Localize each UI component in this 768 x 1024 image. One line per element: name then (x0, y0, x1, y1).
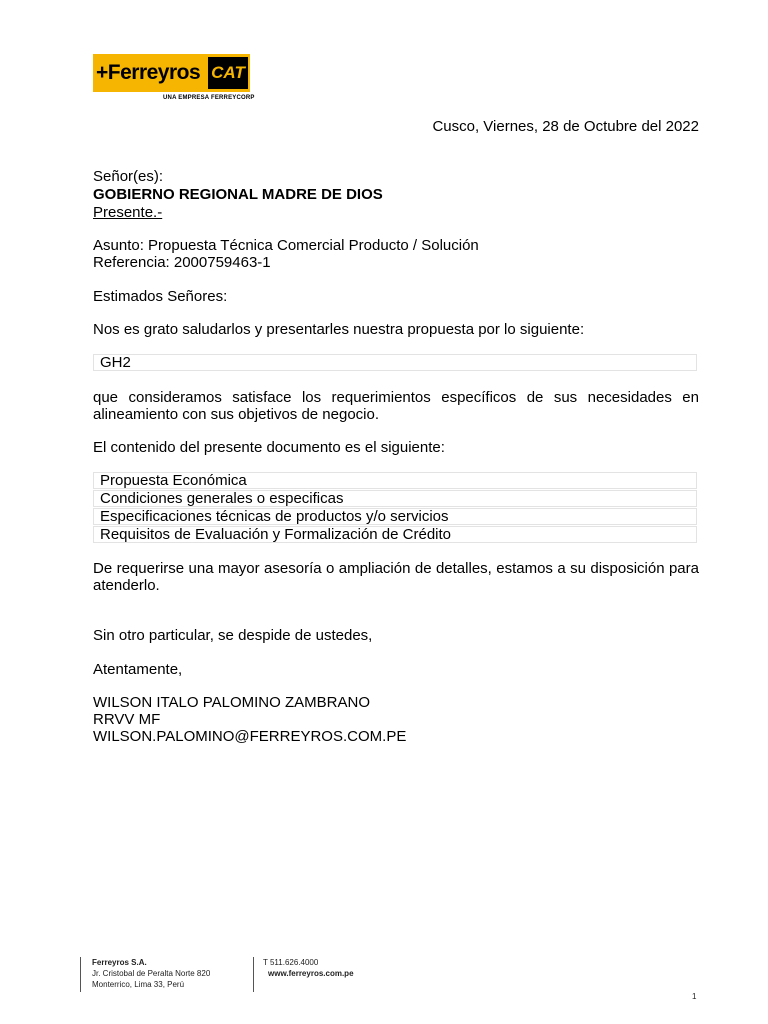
footer-phone: T 511.626.4000 (263, 958, 319, 967)
signer-email[interactable]: WILSON.PALOMINO@FERREYROS.COM.PE (93, 728, 407, 745)
greeting: Estimados Señores: (93, 288, 228, 305)
paragraph-needs: que consideramos satisface los requerimientos específicos de sus necesidades en alineamiento con sus objetivos de negocio. (93, 389, 699, 423)
recipient: GOBIERNO REGIONAL MADRE DE DIOS (93, 186, 383, 203)
product-box: GH2 (93, 354, 697, 371)
footer-address-1: Jr. Cristobal de Peralta Norte 820 (92, 969, 211, 978)
footer-divider (253, 957, 254, 992)
footer-divider (80, 957, 81, 992)
logo-tagline: UNA EMPRESA FERREYCORP (163, 95, 255, 101)
contents-item: Especificaciones técnicas de productos y/o servicios (93, 508, 697, 525)
date-line: Cusco, Viernes, 28 de Octubre del 2022 (432, 118, 699, 135)
closing-line: Sin otro particular, se despide de ustedes, (93, 627, 373, 644)
page-number: 1 (692, 992, 697, 1001)
contents-item: Propuesta Económica (93, 472, 697, 489)
footer-address-2: Monterrico, Lima 33, Perú (92, 980, 185, 989)
signer-role: RRVV MF (93, 711, 161, 728)
intro-paragraph: Nos es grato saludarlos y presentarles nuestra propuesta por lo siguiente: (93, 321, 585, 338)
contents-intro: El contenido del presente documento es el siguiente: (93, 439, 445, 456)
footer-company: Ferreyros S.A. (92, 958, 147, 967)
contents-item: Requisitos de Evaluación y Formalización de Crédito (93, 526, 697, 543)
sign-off: Atentamente, (93, 661, 183, 678)
subject-line: Asunto: Propuesta Técnica Comercial Producto / Solución (93, 237, 479, 254)
presente-label: Presente.- (93, 204, 163, 221)
signer-name: WILSON ITALO PALOMINO ZAMBRANO (93, 694, 370, 711)
ferreyros-logo-text: +Ferreyros (96, 61, 201, 84)
cat-logo: CAT (208, 57, 248, 89)
reference-line: Referencia: 2000759463-1 (93, 254, 271, 271)
salutation: Señor(es): (93, 168, 164, 185)
contents-item: Condiciones generales o especificas (93, 490, 697, 507)
footer-website[interactable]: www.ferreyros.com.pe (268, 969, 354, 978)
paragraph-assistance: De requerirse una mayor asesoría o ampliación de detalles, estamos a su disposición para atenderlo. (93, 560, 699, 594)
